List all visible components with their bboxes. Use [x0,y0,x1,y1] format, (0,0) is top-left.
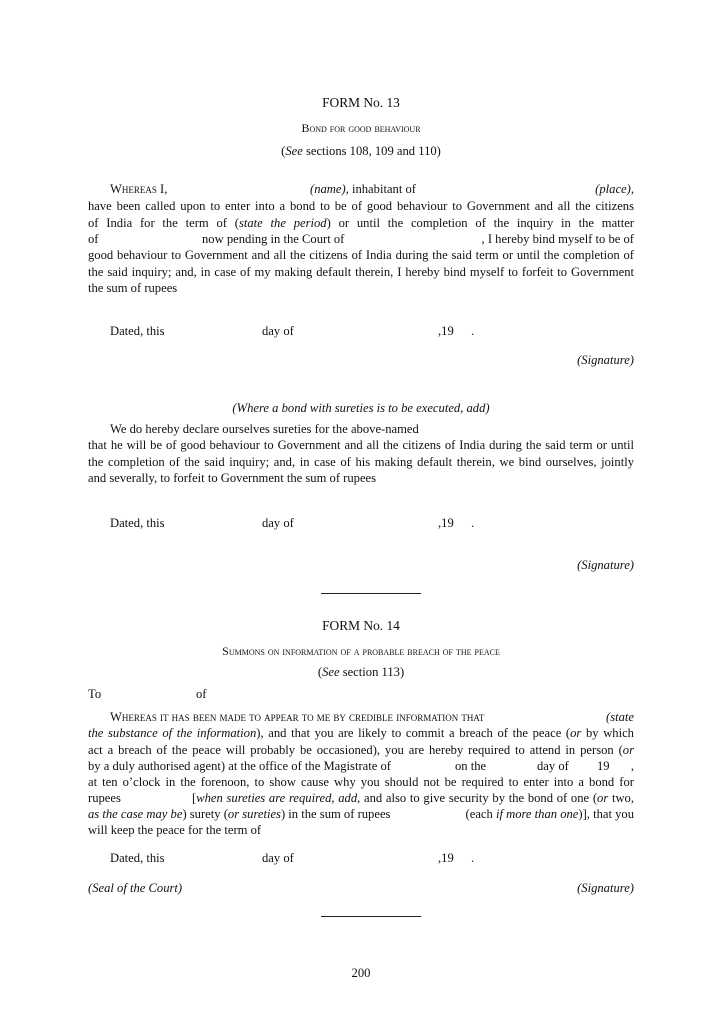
place-field-label: (place), [595,182,634,196]
period: . [471,851,475,865]
year-19: ,19 [438,516,454,530]
sureties-declaration: We do hereby declare ourselves sureties for the above-named [110,422,419,436]
day-of: day of [262,851,294,865]
paragraph-line: the sum of rupees [88,281,178,296]
paragraph-line: the said inquiry; and, in case of my making default therein, I hereby bind myself to forfeit to Government [88,264,634,279]
of-label: of [196,687,207,701]
day-of: day of [262,324,294,338]
form-14-paragraph [88,725,634,758]
dated-this: Dated, this [110,851,165,865]
comma: , [630,759,634,773]
year-19: ,19 [438,324,454,338]
name-field-label: (name), inhabitant of [310,182,416,196]
whereas-i: Whereas I, [110,182,168,196]
peace-term: will keep the peace for the term of [88,823,262,837]
period: . [471,324,475,338]
signature-label: (Signature) [577,353,634,367]
section-divider [321,916,421,917]
signature-label: (Signature) [577,881,634,895]
matter-of: of [88,232,99,246]
document-page [88,0,634,1024]
sureties-heading: (Where a bond with sureties is to be executed, add) [232,401,490,415]
paragraph-line: good behaviour to Government and all the citizens of India during the said term or until the completion of [88,248,634,262]
form-13-subtitle: Bond for good behaviour [301,121,421,135]
see-word: See [285,144,303,158]
paragraph-line: that he will be of good behaviour to Government and all the citizens of India during the said term or until [88,438,634,452]
sureties-clause: [when sureties are required, add, and also to give security by the bond of one (or two, [192,791,634,805]
form-14-reference: (See section 113) [317,665,405,679]
day-of: day of [537,759,569,773]
sureties-paragraph [88,437,634,487]
paragraph-line: and severally, to forfeit to Government the sum of rupees [88,471,377,486]
sections-ref: sections 108, 109 and 110) [302,144,441,158]
signature-label: (Signature) [577,558,634,572]
section-divider [321,593,421,594]
bind-myself: , I hereby bind myself to be of [481,232,634,246]
on-the: on the [455,759,487,773]
to-label: To [88,687,102,701]
form-13-paragraph-cont [88,247,634,297]
court-of: now pending in the Court of [202,232,345,246]
page-number: 200 [351,966,371,980]
form-14-subtitle: Summons on information of a probable breach of the peace [222,644,500,658]
paragraph-line: the completion of the said inquiry; and, in case of his making default therein, we bind ourselves, jointly [88,454,634,469]
each-clause: (each if more than one)], that you [465,807,634,821]
form-14-title: FORM No. 14 [322,618,400,633]
paragraph-line: of India for the term of (state the period) or until the completion of the inquiry in the matter [88,215,634,230]
paragraph-line: have been called upon to enter into a bond to be of good behaviour to Government and all the citizens [88,199,634,213]
form-14-paragraph-cont [88,774,634,791]
rupees-label: rupees [88,791,121,805]
paragraph-line: the substance of the information), and that you are likely to commit a breach of the peace (or by which [88,726,634,740]
paragraph-line: act a breach of the peace will probably be occasioned), you are hereby required to attend in person (or [88,742,634,757]
dated-this: Dated, this [110,324,165,338]
form-13-paragraph [88,198,634,231]
surety-clause: as the case may be) surety (or sureties) in the sum of rupees [88,807,391,821]
whereas-information: Whereas it has been made to appear to me by credible information that [110,710,485,724]
state-label: (state [606,710,634,724]
year-19: 19 [597,759,610,773]
magistrate-of: by a duly authorised agent) at the office of the Magistrate of [88,759,391,773]
dated-this: Dated, this [110,516,165,530]
form-13-reference: (See sections 108, 109 and 110) [281,144,441,158]
paragraph-line: at ten o’clock in the forenoon, to show cause why you should not be required to enter into a bond for [88,775,634,789]
seal-label: (Seal of the Court) [88,881,183,895]
day-of: day of [262,516,294,530]
period: . [471,516,475,530]
year-19: ,19 [438,851,454,865]
form-13-title: FORM No. 13 [322,95,400,110]
